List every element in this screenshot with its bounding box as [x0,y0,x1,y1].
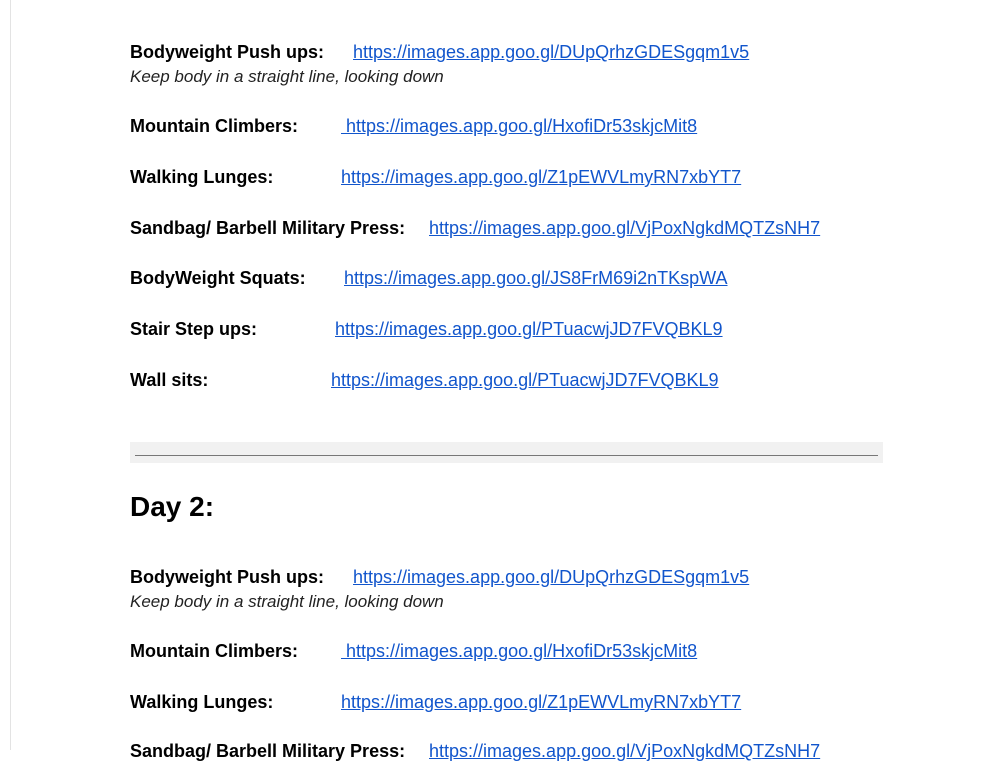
exercise-link[interactable]: https://images.app.goo.gl/Z1pEWVLmyRN7xbYT7 [341,692,742,712]
exercise-row [130,217,821,239]
day-heading: Day 2: [130,491,215,522]
exercise-link[interactable]: https://images.app.goo.gl/JS8FrM69i2nTKspWA [344,268,728,288]
exercise-label: Bodyweight Push ups: [130,567,325,587]
exercise-link[interactable]: https://images.app.goo.gl/DUpQrhzGDESgqm1v5 [353,42,750,62]
exercise-link[interactable]: https://images.app.goo.gl/VjPoxNgkdMQTZsNH7 [429,741,821,761]
exercise-label: Wall sits: [130,370,209,390]
exercise-label: Mountain Climbers: [130,641,299,661]
exercise-label: Bodyweight Push ups: [130,42,325,62]
exercise-link[interactable]: https://images.app.goo.gl/Z1pEWVLmyRN7xbYT7 [341,167,742,187]
exercise-link[interactable]: https://images.app.goo.gl/PTuacwjJD7FVQBKL9 [331,370,719,390]
clipped-row-container [0,740,1000,762]
exercise-label: Mountain Climbers: [130,116,299,136]
exercise-row [130,640,698,662]
exercise-row [130,166,742,188]
exercise-link[interactable]: https://images.app.goo.gl/DUpQrhzGDESgqm1v5 [353,567,750,587]
exercise-link[interactable]: https://images.app.goo.gl/PTuacwjJD7FVQBKL9 [335,319,723,339]
exercise-link[interactable]: https://images.app.goo.gl/VjPoxNgkdMQTZsNH7 [429,218,821,238]
exercise-link[interactable]: https://images.app.goo.gl/HxofiDr53skjcMit8 [341,641,698,661]
exercise-row [130,267,728,289]
exercise-label: BodyWeight Squats: [130,268,306,288]
horizontal-rule [130,442,883,463]
exercise-row [130,318,723,340]
exercise-note: Keep body in a straight line, looking down [130,592,444,611]
exercise-row [130,41,750,63]
page-left-border [10,0,11,750]
exercise-note: Keep body in a straight line, looking down [130,67,444,86]
horizontal-rule-line [135,455,878,456]
exercise-link[interactable]: https://images.app.goo.gl/HxofiDr53skjcMit8 [341,116,698,136]
exercise-row [130,740,821,762]
exercise-row [130,566,750,588]
exercise-row [130,691,742,713]
exercise-label: Sandbag/ Barbell Military Press: [130,741,406,761]
exercise-label: Walking Lunges: [130,692,274,712]
exercise-label: Stair Step ups: [130,319,258,339]
exercise-label: Walking Lunges: [130,167,274,187]
exercise-label: Sandbag/ Barbell Military Press: [130,218,406,238]
exercise-row [130,369,719,391]
exercise-row [130,115,698,137]
